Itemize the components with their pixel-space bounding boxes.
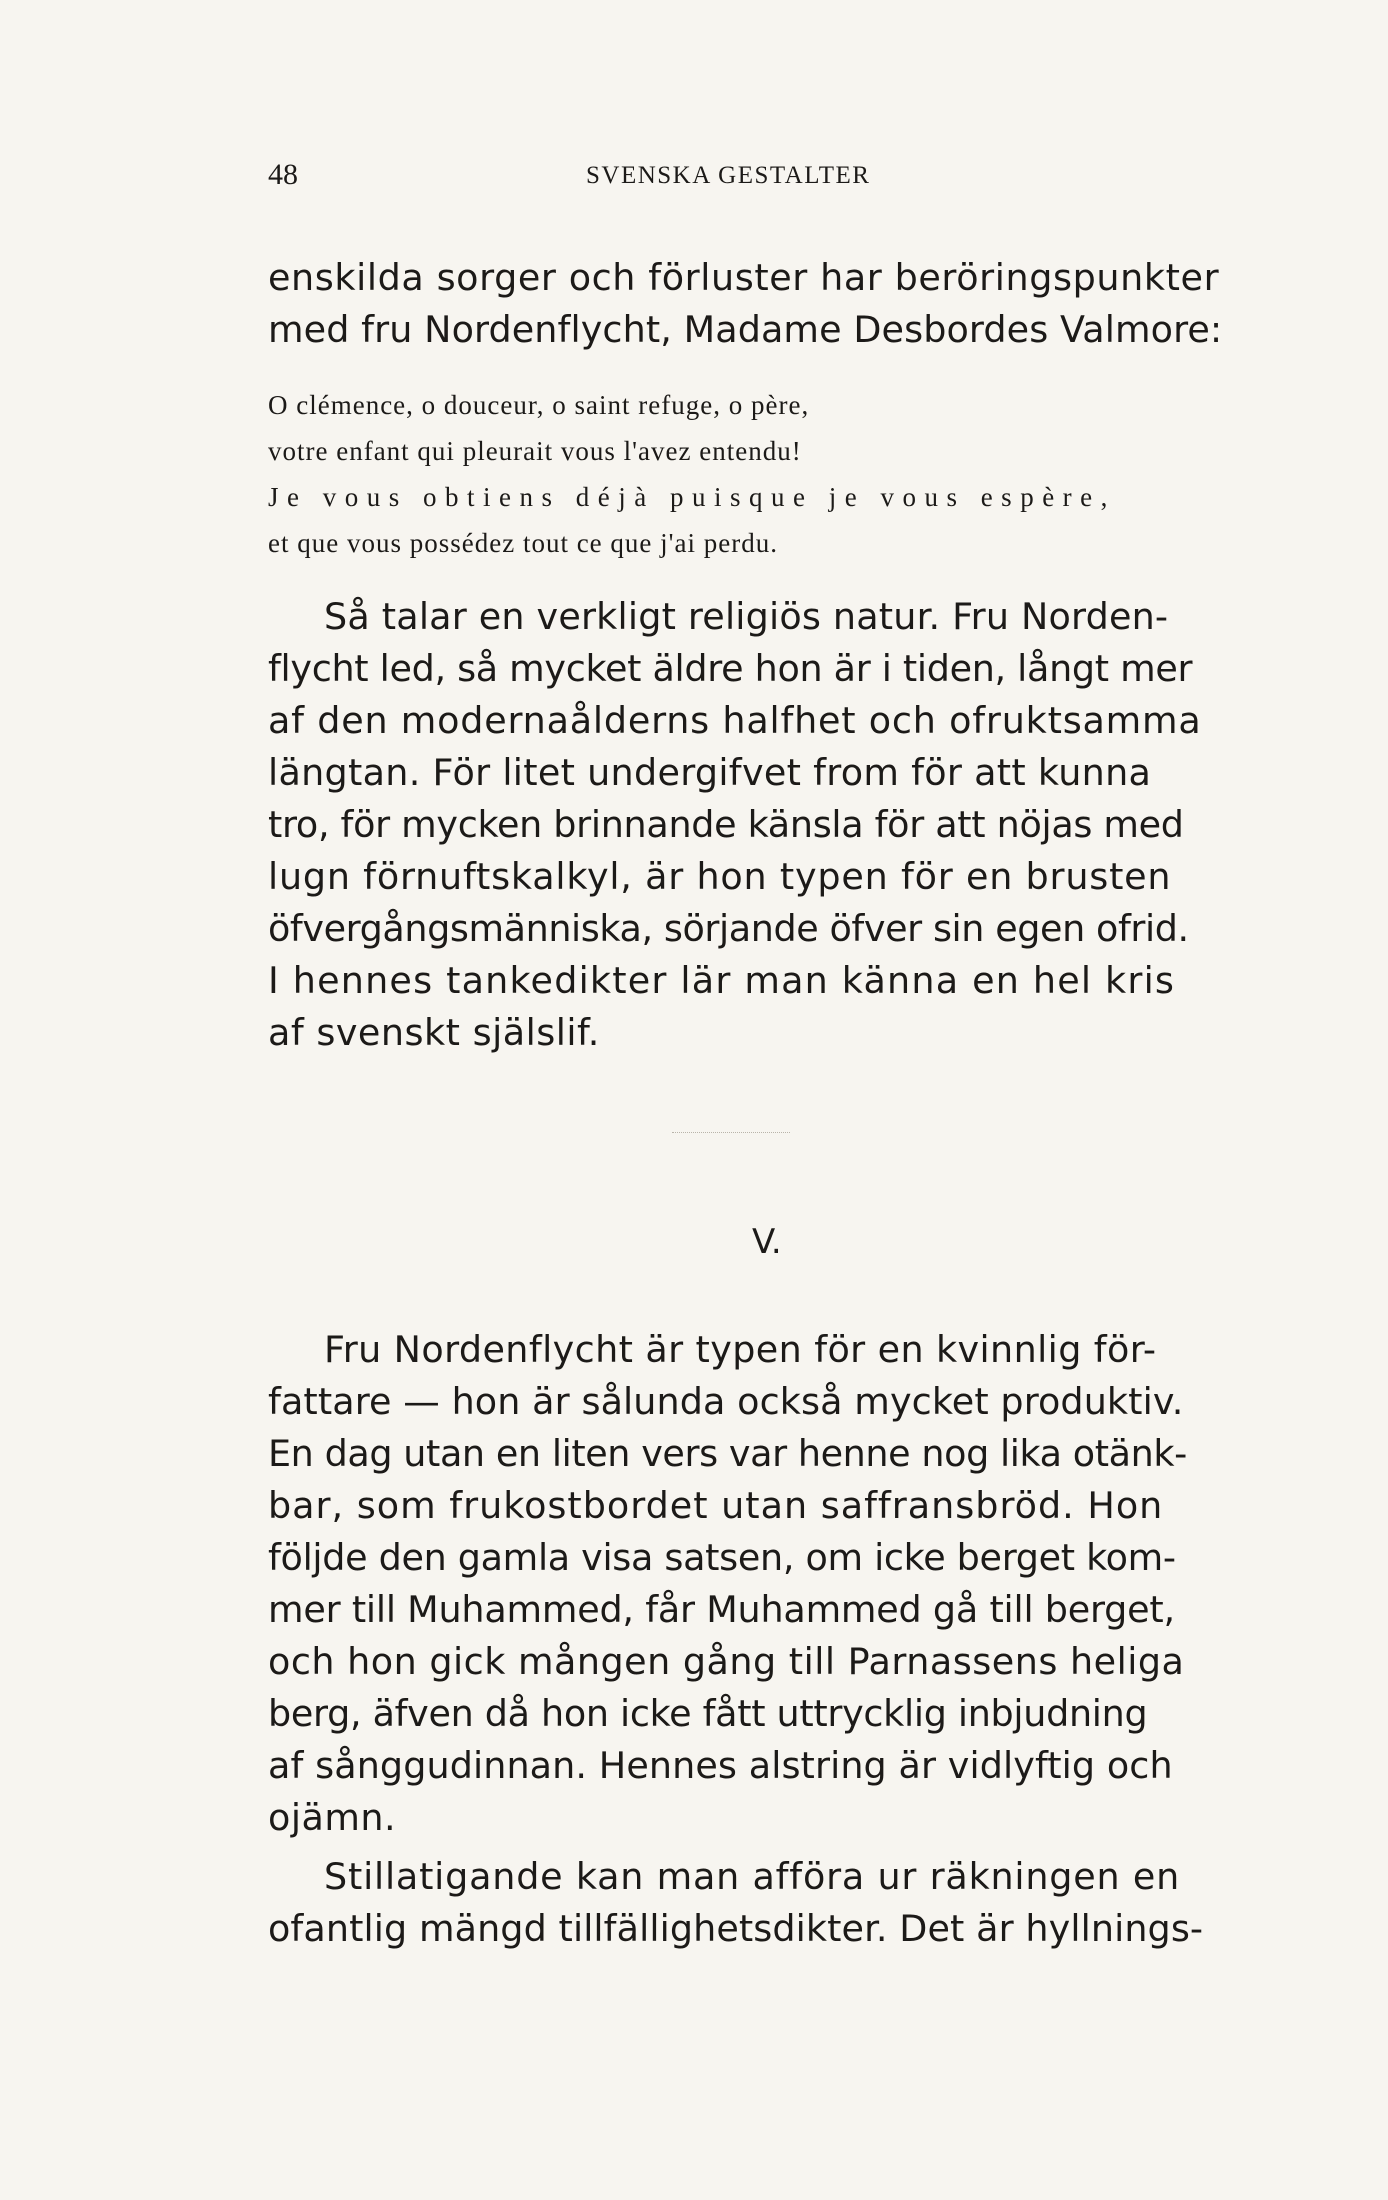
text-line: öfvergångsmänniska, sörjande öfver sin egen ofrid.: [268, 907, 1189, 950]
text-line: Fru Nordenflycht är typen för en kvinnlig för-: [324, 1328, 1157, 1371]
text-line: mer till Muhammed, får Muhammed gå till berget,: [268, 1588, 1175, 1631]
text-line: tro, för mycken brinnande känsla för att nöjas med: [268, 803, 1184, 846]
paragraph-3: [268, 1851, 1268, 1955]
text-line: ojämn.: [268, 1796, 397, 1839]
text-line: flycht led, så mycket äldre hon är i tiden, långt mer: [268, 647, 1193, 690]
french-verse-quote: [268, 382, 1268, 566]
text-line: En dag utan en liten vers var henne nog lika otänk-: [268, 1432, 1187, 1475]
text-line: I hennes tankedikter lär man känna en hel kris: [268, 959, 1176, 1002]
text-line: lugn förnuftskalkyl, är hon typen för en brusten: [268, 855, 1172, 898]
text-line: längtan. För litet undergifvet from för att kunna: [268, 751, 1152, 794]
text-line: berg, äfven då hon icke fått uttrycklig inbjudning: [268, 1692, 1148, 1735]
verse-line: O clémence, o douceur, o saint refuge, o père,: [268, 390, 810, 420]
text-line: Stillatigande kan man afföra ur räkningen en: [324, 1855, 1181, 1898]
paragraph-2: [268, 1324, 1268, 1844]
text-line: af sånggudinnan. Hennes alstring är vidlyftig och: [268, 1744, 1173, 1787]
text-line: af svenskt själslif.: [268, 1011, 600, 1054]
text-line: följde den gamla visa satsen, om icke berget kom-: [268, 1536, 1176, 1579]
running-title: SVENSKA GESTALTER: [586, 162, 871, 189]
text-line: och hon gick mången gång till Parnassens heliga: [268, 1640, 1185, 1683]
page-header: [268, 158, 1148, 198]
verse-line: Je vous obtiens déjà puisque je vous espère,: [268, 482, 1116, 512]
text-line: Så talar en verkligt religiös natur. Fru Norden-: [324, 595, 1169, 638]
verse-line: votre enfant qui pleurait vous l'avez entendu!: [268, 436, 802, 466]
section-divider: [672, 1132, 790, 1133]
text-line: af den modernaålderns halfhet och ofruktsamma: [268, 699, 1202, 742]
verse-line: et que vous possédez tout ce que j'ai perdu.: [268, 528, 778, 558]
intro-paragraph: [268, 252, 1268, 356]
text-line: ofantlig mängd tillfällighetsdikter. Det är hyllnings-: [268, 1907, 1204, 1950]
text-line: med fru Nordenflycht, Madame Desbordes Valmore:: [268, 308, 1223, 351]
paragraph-1: [268, 591, 1268, 1059]
page-number: 48: [268, 158, 298, 191]
text-line: bar, som frukostbordet utan saffransbröd. Hon: [268, 1484, 1164, 1527]
section-heading: V.: [752, 1222, 782, 1262]
text-line: fattare — hon är sålunda också mycket produktiv.: [268, 1380, 1184, 1423]
text-line: enskilda sorger och förluster har beröringspunkter: [268, 256, 1220, 299]
